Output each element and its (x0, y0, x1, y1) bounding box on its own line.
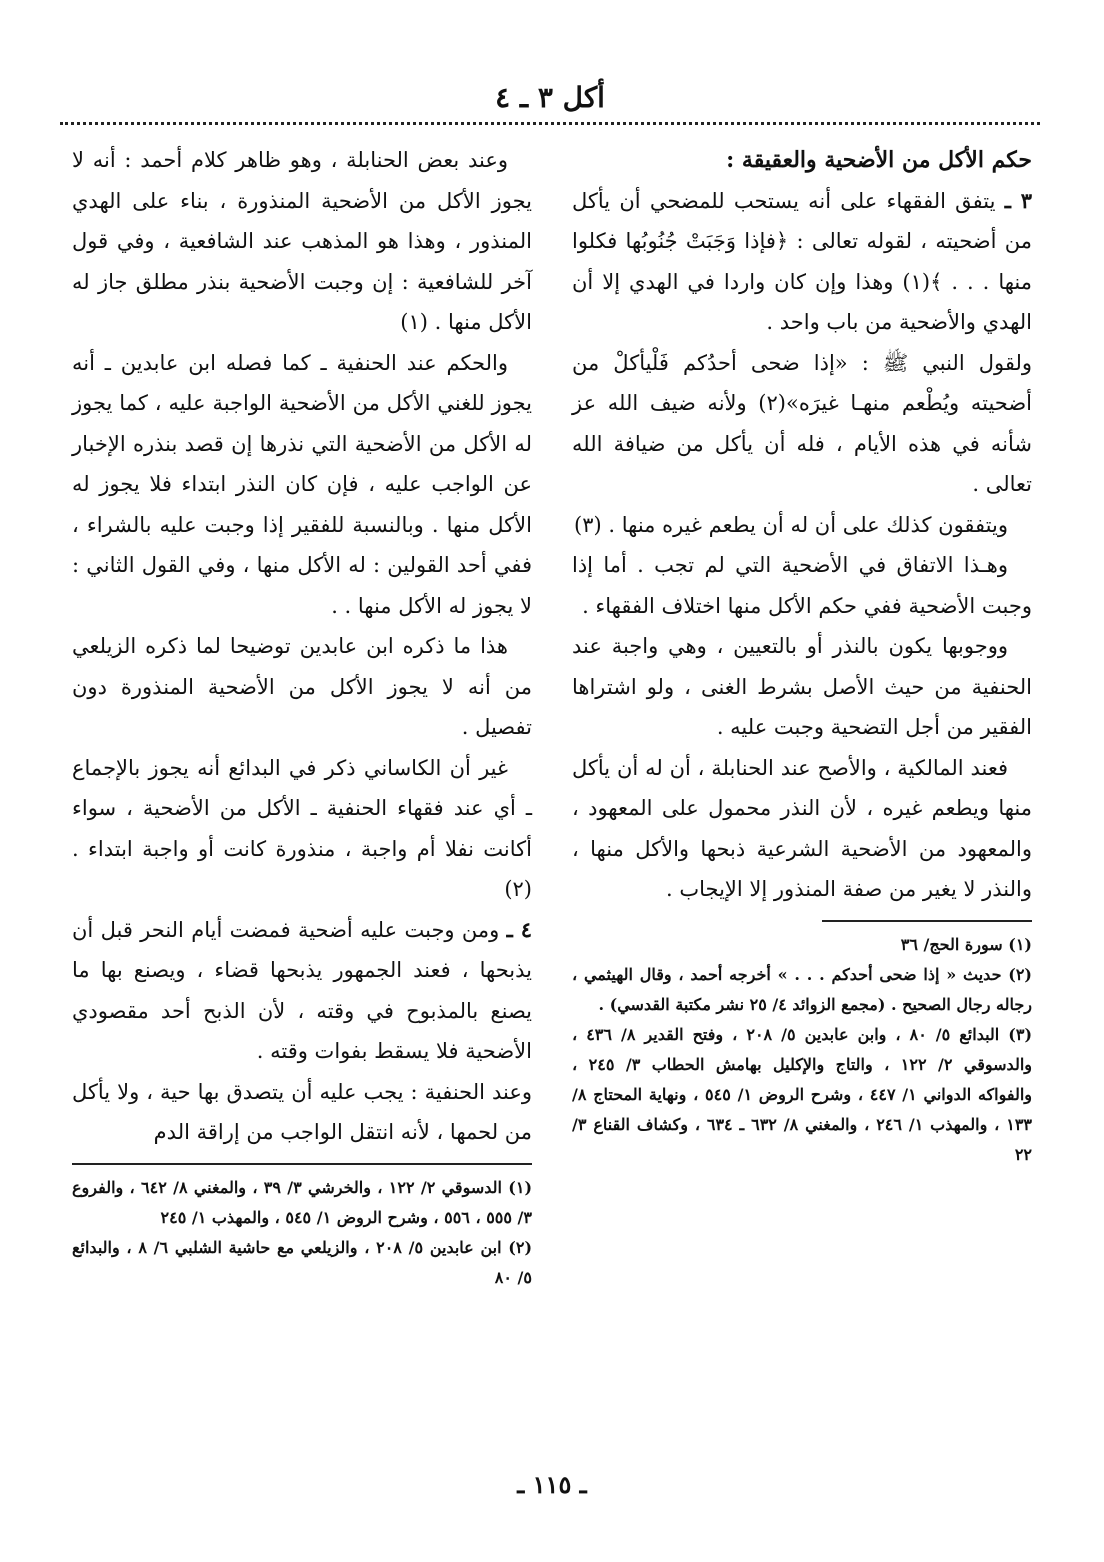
section-heading: حكم الأكل من الأضحية والعقيقة : (726, 147, 1032, 173)
paragraph (572, 181, 1032, 343)
paragraph: ولقول النبي ﷺ : «إذا ضحى أحدُكم فَلْيأكلْ من أضحيته ويُطْعم منهـا غيرَه»(٢) ولأنه ضيف الله عز شأنه في هذه الأيام ، فله أن يأكل من ضيافة الله تعالى . (572, 350, 1033, 496)
paragraph (72, 910, 532, 1072)
paragraph: وعند بعض الحنابلة ، وهو ظاهر كلام أحمد : أنه لا يجوز الأكل من الأضحية المنذورة ، بناء على الهدي المنذور ، وهذا هو المذهب عند الشافعية ، وفي قول آخر للشافعية : إن وجبت الأضحية بنذر مطلق جاز له الأكل منها . (١) (72, 148, 532, 334)
header-dotted-rule (60, 122, 1040, 125)
paragraph-number: ٤ ـ (506, 916, 533, 942)
paragraph: فعند المالكية ، والأصح عند الحنابلة ، أن له أن يأكل منها ويطعم غيره ، لأن النذر محمول على المعهود ، والمعهود من الأضحية الشرعية ذبحها والأكل منها ، والنذر لا يغير من صفة المنذور إلا الإيجاب . (572, 755, 1032, 901)
footnotes (572, 930, 1032, 1170)
footnote: (٣) البدائع ٥/ ٨٠ ، وابن عابدين ٥/ ٢٠٨ ، وفتح القدير ٨/ ٤٣٦ ، والدسوقي ٢/ ١٢٢ ، والتاج والإكليل بهامش الحطاب ٣/ ٢٤٥ ، والفواكه الدواني ١/ ٤٤٧ ، وشرح الروض ١/ ٥٤٥ ، ونهاية المحتاج ٨/ ١٣٣ ، والمهذب ١/ ٢٤٦ ، والمغني ٨/ ٦٣٢ ـ ٦٣٤ ، وكشاف القناع ٣/ ٢٢ (572, 1024, 1033, 1164)
footnote: (١) سورة الحج/ ٣٦ (900, 934, 1032, 954)
paragraph: ووجوبها يكون بالنذر أو بالتعيين ، وهي واجبة عند الحنفية من حيث الأصل بشرط الغنى ، ولو اشتراها الفقير من أجل التضحية وجبت عليه . (572, 634, 1032, 739)
paragraph-number: ٣ ـ (1004, 187, 1033, 213)
footnote: (٢) حديث « إذا ضحى أحدكم . . . » أخرجه أحمد ، وقال الهيثمي ، رجاله رجال الصحيح . (مجمع الزوائد ٤/ ٢٥ نشر مكتبة القدسي) . (572, 964, 1032, 1014)
left-column (72, 140, 532, 1520)
paragraph-text: يتفق الفقهاء على أنه يستحب للمضحي أن يأكل من أضحيته ، لقوله تعالى : ﴿فإذا وَجَبَتْ جُنُوبُها فكلوا منها . . . ﴾(١) وهذا وإن كان واردا في الهدي إلا أن الهدي والأضحية من باب واحد . (572, 188, 1032, 334)
footnotes (72, 1173, 532, 1293)
paragraph: ويتفقون كذلك على أن له أن يطعم غيره منها . (٣) (574, 512, 1008, 537)
page-number: ـ ١١٥ ـ (517, 1470, 587, 1499)
paragraph: هذا ما ذكره ابن عابدين توضيحا لما ذكره الزيلعي من أنه لا يجوز الأكل من الأضحية المنذورة دون تفصيل . (72, 634, 532, 739)
footnote-separator (822, 920, 1032, 922)
running-header: أكل ٣ ـ ٤ (495, 81, 605, 114)
footnote: (١) الدسوقي ٢/ ١٢٢ ، والخرشي ٣/ ٣٩ ، والمغني ٨/ ٦٤٢ ، والفروع ٣/ ٥٥٥ ، ٥٥٦ ، وشرح الروض ١/ ٥٤٥ ، والمهذب ١/ ٢٤٥ (72, 1177, 533, 1227)
paragraph: والحكم عند الحنفية ـ كما فصله ابن عابدين ـ أنه يجوز للغني الأكل من الأضحية الواجبة عليه ، كما يجوز له الأكل من الأضحية التي نذرها إن قصد بنذره الإخبار عن الواجب عليه ، فإن كان النذر ابتداء فلا يجوز له الأكل منها . وبالنسبة للفقير إذا وجبت عليه بالشراء ، ففي أحد القولين : له الأكل منها ، وفي القول الثاني : لا يجوز له الأكل منها . . (72, 350, 532, 618)
paragraph: وهـذا الاتفاق في الأضحية التي لم تجب . أما إذا وجبت الأضحية ففي حكم الأكل منها اختلاف الفقهاء . (572, 553, 1032, 618)
footnote-separator (72, 1163, 532, 1165)
paragraph: غير أن الكاساني ذكر في البدائع أنه يجوز بالإجماع ـ أي عند فقهاء الحنفية ـ الأكل من الأضحية ، سواء أكانت نفلا أم واجبة ، منذورة كانت أو واجبة ابتداء . (٢) (72, 755, 532, 901)
right-column (572, 140, 1032, 1520)
paragraph-text: ومن وجبت عليه أضحية فمضت أيام النحر قبل أن يذبحها ، فعند الجمهور يذبحها قضاء ، ويصنع بها ما يصنع بالمذبوح في وقته ، لأن الذبح أحد مقصودي الأضحية فلا يسقط بفوات وقته . (72, 917, 532, 1063)
paragraph: وعند الحنفية : يجب عليه أن يتصدق بها حية ، ولا يأكل من لحمها ، لأنه انتقل الواجب من إراقة الدم (72, 1079, 532, 1144)
footnote: (٢) ابن عابدين ٥/ ٢٠٨ ، والزيلعي مع حاشية الشلبي ٦/ ٨ ، والبدائع ٥/ ٨٠ (72, 1237, 533, 1287)
